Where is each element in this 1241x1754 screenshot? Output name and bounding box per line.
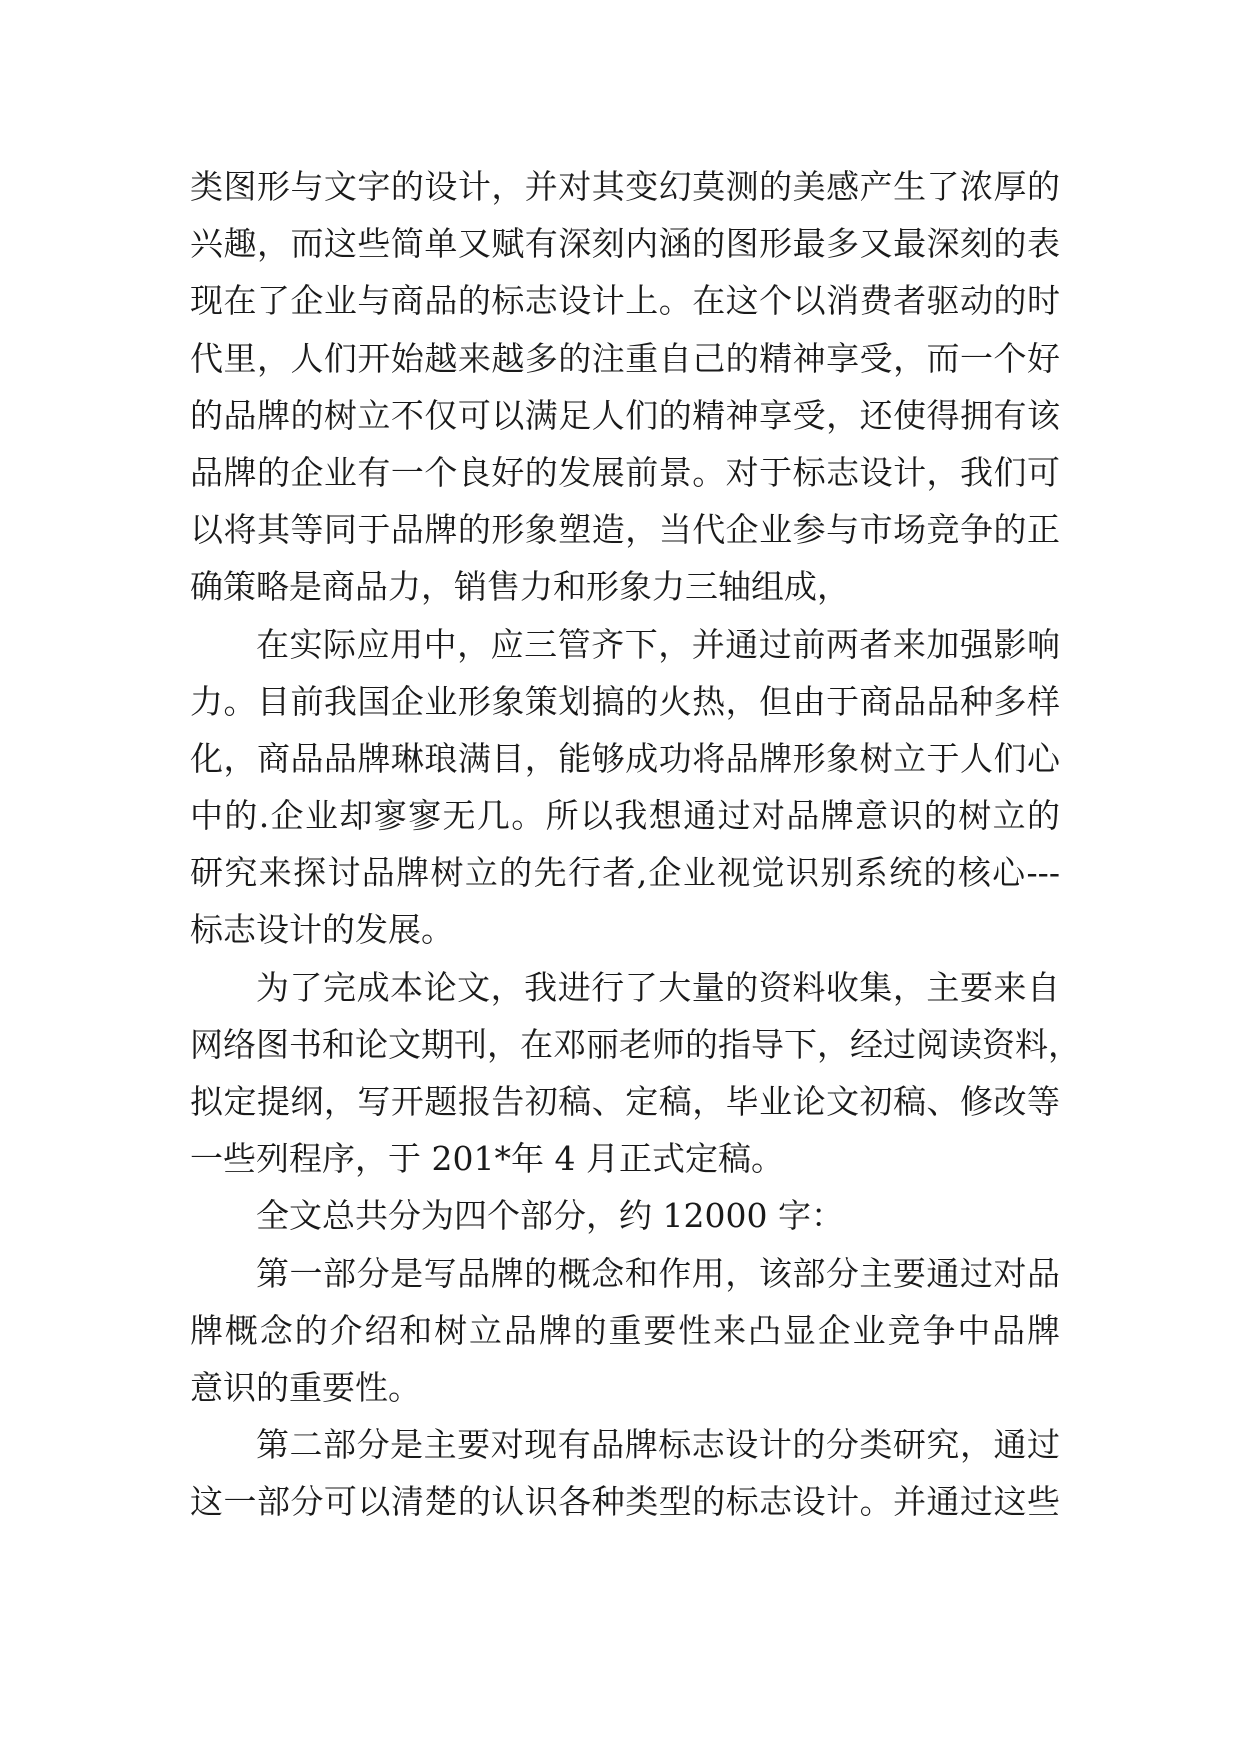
text-line: 研究来探讨品牌树立的先行者,企业视觉识别系统的核心---: [190, 853, 1060, 893]
text-line: 中的.企业却寥寥无几。所以我想通过对品牌意识的树立的: [190, 796, 1060, 836]
text-line: 在实际应用中，应三管齐下，并通过前两者来加强影响: [256, 624, 1060, 664]
text-line: 网络图书和论文期刊，在邓丽老师的指导下，经过阅读资料，: [190, 1024, 1081, 1064]
text-line: 的品牌的树立不仅可以满足人们的精神享受，还使得拥有该: [190, 395, 1060, 435]
text-line: 拟定提纲，写开题报告初稿、定稿，毕业论文初稿、修改等: [190, 1082, 1060, 1121]
text-line: 品牌的企业有一个良好的发展前景。对于标志设计，我们可: [190, 452, 1060, 492]
text-line: 现在了企业与商品的标志设计上。在这个以消费者驱动的时: [190, 281, 1060, 321]
text-line: 全文总共分为四个部分，约 12000 字：: [256, 1196, 844, 1236]
text-line: 以将其等同于品牌的形象塑造，当代企业参与市场竞争的正: [190, 510, 1060, 550]
text-line: 力。目前我国企业形象策划搞的火热，但由于商品品种多样: [190, 681, 1060, 721]
text-line: 为了完成本论文，我进行了大量的资料收集，主要来自: [256, 967, 1060, 1007]
text-line: 代里，人们开始越来越多的注重自己的精神享受，而一个好: [190, 338, 1060, 378]
text-line: 兴趣，而这些简单又赋有深刻内涵的图形最多又最深刻的表: [190, 224, 1060, 264]
text-line: 牌概念的介绍和树立品牌的重要性来凸显企业竞争中品牌: [190, 1310, 1060, 1350]
text-line: 意识的重要性。: [190, 1367, 421, 1407]
text-line: 这一部分可以清楚的认识各种类型的标志设计。并通过这些: [190, 1482, 1060, 1522]
text-line: 确策略是商品力，销售力和形象力三轴组成，: [190, 567, 850, 607]
text-line: 第二部分是主要对现有品牌标志设计的分类研究，通过: [256, 1425, 1060, 1465]
text-line: 第一部分是写品牌的概念和作用，该部分主要通过对品: [256, 1253, 1060, 1293]
text-line: 化，商品品牌琳琅满目，能够成功将品牌形象树立于人们心: [190, 738, 1060, 778]
text-line: 一些列程序，于 201*年 4 月正式定稿。: [190, 1139, 784, 1179]
text-line: 类图形与文字的设计，并对其变幻莫测的美感产生了浓厚的: [190, 167, 1060, 206]
body-text: [190, 158, 1081, 1531]
text-line: 标志设计的发展。: [190, 910, 454, 950]
